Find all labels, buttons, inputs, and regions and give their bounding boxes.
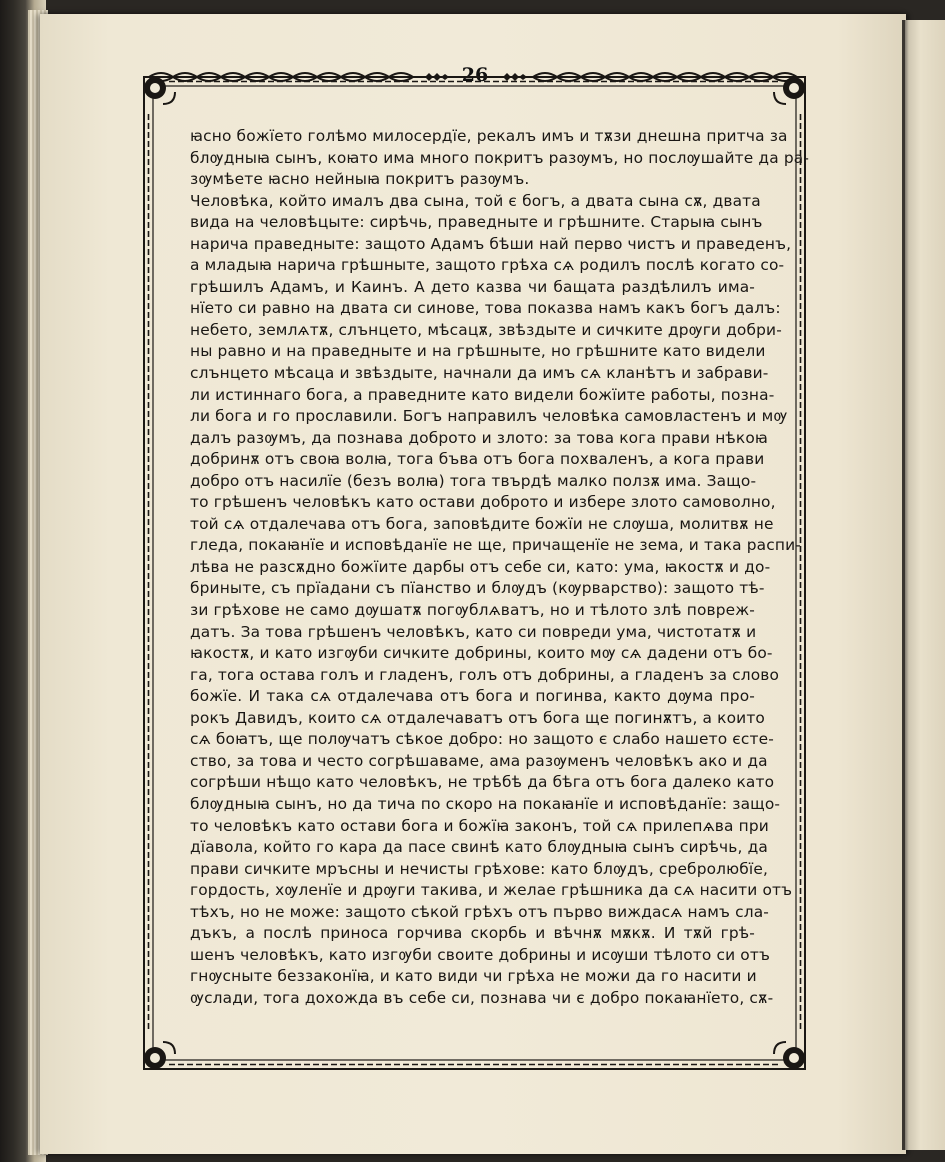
text-line: слънцето мѣсаца и звѣздыте, начнали да имъ сѧ кланѣтъ и забрави- xyxy=(190,364,769,383)
text-line: ство, за това и често согрѣшаваме, ама разѹменъ человѣкъ ако и да xyxy=(190,751,768,770)
text-line: ѹслади, тога дохожда въ себе си, познава чи є добро покаꙗнїето, сѫ- xyxy=(190,988,774,1007)
text-line: то человѣкъ като остави бога и божїꙗ законъ, той сѧ прилепѧва при xyxy=(190,816,769,835)
text-line: гордость, хѹленїе и дрѹги такива, и желае грѣшника да сѧ насити отъ xyxy=(190,881,793,900)
text-line: блѹдныꙗ сынъ, но да тича по скоро на покаꙗнїе и исповѣданїе: защо- xyxy=(190,794,781,813)
text-line: добро отъ насилїе (безъ волꙗ) тога твърдѣ малко ползѫ има. Защо- xyxy=(190,471,757,490)
text-line: ли бога и го прославили. Богъ направилъ человѣка самовластенъ и мѹ xyxy=(190,407,788,426)
text-line: дїавола, който го кара да пасе свинѣ като блѹдныꙗ сынъ сирѣчь, да xyxy=(190,838,768,857)
text-line: прави сичките мръсны и нечисты грѣхове: като блѹдъ, сребролюбїе, xyxy=(190,859,769,878)
text-line: нарича праведныте: защото Адамъ бѣши най перво чистъ и праведенъ, xyxy=(190,234,792,253)
text-line: зи грѣхове не само дѹшатѫ погѹблѧватъ, но и тѣлото злѣ повреж- xyxy=(190,601,755,620)
text-line: добринѫ отъ своꙗ волꙗ, тога бъва отъ бога похваленъ, а кога прави xyxy=(190,450,765,469)
text-line: Человѣка, който ималъ два сына, той є богъ, а двата сына сѫ, двата xyxy=(190,191,761,210)
text-line: зѹмѣете ꙗсно нейныꙗ покритъ разѹмъ. xyxy=(190,170,530,189)
facing-page-edge xyxy=(904,20,945,1150)
text-line: га, тога остава голъ и гладенъ, голъ отъ добрины, а гладенъ за слово xyxy=(190,665,780,684)
text-line: гнѹсныте беззаконїꙗ, и като види чи грѣха не можи да го насити и xyxy=(190,967,757,986)
text-line: лѣва не разсѫдно божїите дарбы отъ себе си, като: ума, ꙗкостѫ и до- xyxy=(190,557,771,576)
text-line: небето, землѧтѫ, слънцето, мѣсацѫ, звѣздыте и сичките дрѹги добри- xyxy=(190,320,782,339)
body-text xyxy=(190,126,810,1009)
text-line: ꙗкостѫ, и като изгѹби сичките добрины, които мѹ сѧ дадени отъ бо- xyxy=(190,644,773,663)
text-line: ны равно и на праведныте и на грѣшныте, но грѣшните като видели xyxy=(190,342,766,361)
text-line: датъ. За това грѣшенъ человѣкъ, като си повреди ума, чистотатѫ и xyxy=(190,622,757,641)
text-line: божїе. И така сѧ отдалечава отъ бога и погинва, както дѹма про- xyxy=(190,687,755,706)
text-line: грѣшилъ Адамъ, и Каинъ. А дето казва чи бащата раздѣлилъ има- xyxy=(190,277,755,296)
text-line: ꙗсно божїето голѣмо милосердїе, рекалъ имъ и тѫзи днешна притча за xyxy=(190,127,788,145)
text-line: вида на человѣцыте: сирѣчь, праведныте и грѣшните. Старыꙗ сынъ xyxy=(190,213,763,232)
text-line: гледа, покаꙗнїе и исповѣданїе не ще, причащенїе не зема, и така распи- xyxy=(190,536,801,555)
book-gutter xyxy=(902,20,905,1150)
text-line: нїето си равно на двата си синове, това показва намъ какъ богъ далъ: xyxy=(190,299,781,318)
text-line: рокъ Давидъ, които сѧ отдалечаватъ отъ бога ще погинѫтъ, а които xyxy=(190,708,766,727)
text-line: ли истиннаго бога, а праведните като видели божїите работы, позна- xyxy=(190,385,775,404)
text-line: шенъ человѣкъ, като изгѹби своите добрины и исѹши тѣлото си отъ xyxy=(190,945,770,964)
text-line: а младыꙗ нарича грѣшныте, защото грѣха сѧ родилъ послѣ когато со- xyxy=(190,256,785,275)
text-line: сѧ боꙗтъ, ще полѹчатъ сѣкое добро: но защото є слабо нашето єсте- xyxy=(190,730,774,749)
text-line: бриныте, съ прїадани съ пїанство и блѹдъ (кѹрварство): защото тѣ- xyxy=(190,579,765,598)
text-line: той сѧ отдалечава отъ бога, заповѣдите божїи не слѹша, молитвѫ не xyxy=(190,514,774,533)
text-line: далъ разѹмъ, да познава доброто и злото: за това кога прави нѣкоꙗ xyxy=(190,428,769,447)
text-line: то грѣшенъ человѣкъ като остави доброто и избере злото самоволно, xyxy=(190,493,776,512)
text-line: тѣхъ, но не може: защото сѣкой грѣхъ отъ първо виждасѧ намъ сла- xyxy=(190,902,769,921)
text-line: блѹдныꙗ сынъ, коꙗто има много покритъ разѹмъ, но послѹшайте да ра- xyxy=(190,148,810,167)
page-number: 26 xyxy=(461,64,489,86)
text-line: согрѣши нѣщо като человѣкъ, не трѣбѣ да бѣга отъ бога далеко като xyxy=(190,773,775,792)
text-line: дъкъ, а послѣ приноса горчива скорбь и вѣчнѫ мѫкѫ. И тѫй грѣ- xyxy=(190,924,755,943)
